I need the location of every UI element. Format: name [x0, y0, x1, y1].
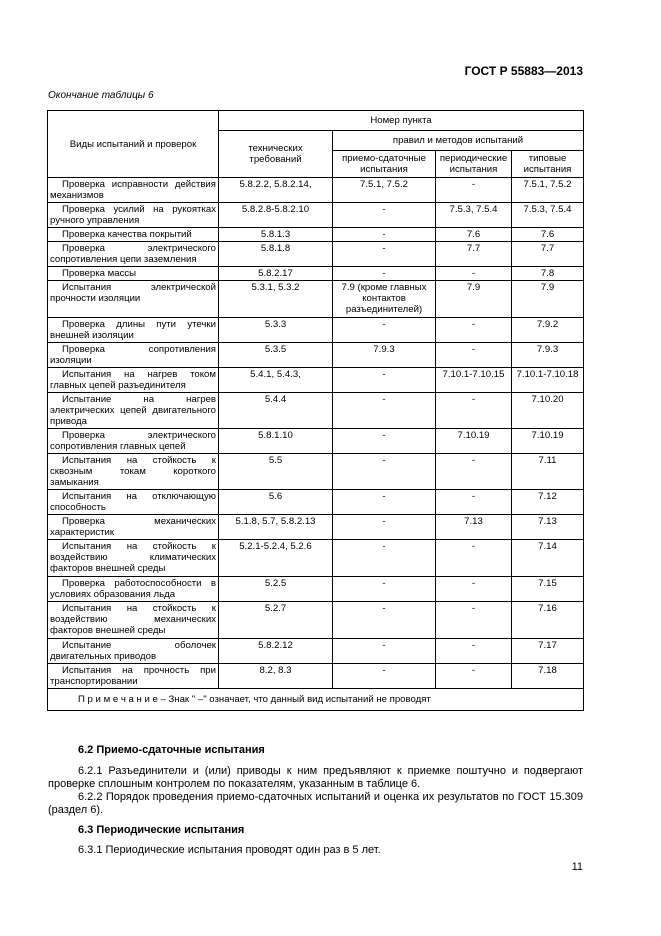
cell-tech-req: 5.2.5: [219, 577, 333, 602]
table-row: [48, 178, 584, 203]
cell-kind-text: Проверка механических характеристик: [50, 516, 216, 538]
cell-kind-text: Проверка качества покрытий: [62, 229, 192, 240]
cell-periodic: -: [436, 602, 512, 639]
cell-acceptance: -: [333, 577, 436, 602]
cell-periodic: 7.6: [436, 228, 512, 242]
cell-periodic: -: [436, 577, 512, 602]
cell-kind: [48, 429, 219, 454]
cell-tech-req: 5.2.7: [219, 602, 333, 639]
cell-kind-text: Испытания электрической прочности изоляции: [50, 282, 216, 304]
cell-type: 7.18: [512, 664, 584, 689]
table-body: [48, 178, 584, 689]
cell-kind-text: Проверка сопротивления изоляции: [50, 344, 216, 366]
cell-type: 7.17: [512, 639, 584, 664]
col-head-kinds: Виды испытаний и проверок: [48, 111, 219, 178]
cell-tech-req: 5.8.2.8-5.8.2.10: [219, 203, 333, 228]
table-row: [48, 393, 584, 429]
cell-periodic: -: [436, 490, 512, 515]
cell-acceptance: -: [333, 203, 436, 228]
cell-kind: [48, 242, 219, 267]
table-row: [48, 228, 584, 242]
paragraph-6-3-1-text: 6.3.1 Периодические испытания проводят один раз в 5 лет.: [78, 844, 381, 856]
cell-acceptance: 7.9.3: [333, 343, 436, 368]
cell-acceptance: -: [333, 515, 436, 540]
cell-kind-text: Проверка исправности действия механизмов: [50, 179, 216, 201]
table-row: [48, 664, 584, 689]
section-6-3-title: 6.3 Периодические испытания: [78, 824, 245, 836]
cell-kind: [48, 267, 219, 281]
cell-acceptance: -: [333, 368, 436, 393]
table-head: [48, 111, 584, 178]
cell-acceptance: -: [333, 318, 436, 343]
table-row: [48, 540, 584, 577]
cell-type: 7.6: [512, 228, 584, 242]
cell-kind: [48, 602, 219, 639]
cell-periodic: -: [436, 178, 512, 203]
cell-type: 7.13: [512, 515, 584, 540]
cell-kind: [48, 577, 219, 602]
cell-type: 7.7: [512, 242, 584, 267]
table-row: [48, 203, 584, 228]
col-head-number: Номер пункта: [219, 111, 584, 131]
cell-periodic: -: [436, 639, 512, 664]
cell-acceptance: 7.5.1, 7.5.2: [333, 178, 436, 203]
cell-periodic: 7.9: [436, 281, 512, 318]
table-row: [48, 318, 584, 343]
col-head-periodic: периодические испытания: [436, 151, 512, 178]
cell-kind: [48, 393, 219, 429]
cell-periodic: -: [436, 393, 512, 429]
cell-kind: [48, 664, 219, 689]
cell-kind: [48, 515, 219, 540]
paragraph-6-2-1-text: 6.2.1 Разъединители и (или) приводы к ним предъявляют к приемке поштучно и подвергают проверке сплошным контролем по показателям, указанным в таблице 6.: [48, 765, 583, 790]
col-head-acceptance: приемо-сдаточные испытания: [333, 151, 436, 178]
cell-kind-text: Испытания на нагрев током главных цепей разъединителя: [50, 369, 216, 391]
cell-periodic: -: [436, 267, 512, 281]
cell-kind-text: Проверка работоспособности в условиях образования льда: [50, 578, 216, 600]
cell-tech-req: 5.8.2.17: [219, 267, 333, 281]
cell-tech-req: 5.3.5: [219, 343, 333, 368]
paragraph-6-2-2: [48, 791, 583, 817]
cell-kind-text: Испытания на прочность при транспортировании: [50, 665, 216, 687]
page-number: 11: [571, 861, 583, 873]
table-row: [48, 429, 584, 454]
table-note: П р и м е ч а н и е – Знак " –" означает, что данный вид испытаний не проводят: [48, 689, 584, 711]
cell-kind: [48, 281, 219, 318]
cell-tech-req: 5.8.1.8: [219, 242, 333, 267]
cell-acceptance: -: [333, 490, 436, 515]
col-head-rules: правил и методов испытаний: [333, 131, 584, 151]
cell-type: 7.10.19: [512, 429, 584, 454]
cell-kind-text: Проверка электрического сопротивления главных цепей: [50, 430, 216, 452]
cell-acceptance: -: [333, 393, 436, 429]
cell-periodic: 7.13: [436, 515, 512, 540]
cell-kind: [48, 178, 219, 203]
section-6-2-title: 6.2 Приемо-сдаточные испытания: [78, 744, 265, 756]
cell-type: 7.5.3, 7.5.4: [512, 203, 584, 228]
cell-type: 7.5.1, 7.5.2: [512, 178, 584, 203]
cell-periodic: -: [436, 454, 512, 490]
cell-acceptance: -: [333, 242, 436, 267]
cell-kind: [48, 343, 219, 368]
cell-type: 7.10.1-7.10.18: [512, 368, 584, 393]
cell-periodic: 7.5.3, 7.5.4: [436, 203, 512, 228]
cell-tech-req: 5.4.1, 5.4.3,: [219, 368, 333, 393]
cell-type: 7.16: [512, 602, 584, 639]
cell-kind: [48, 540, 219, 577]
cell-kind: [48, 203, 219, 228]
table-row: [48, 515, 584, 540]
cell-tech-req: 5.3.1, 5.3.2: [219, 281, 333, 318]
table-row: [48, 281, 584, 318]
table-row: [48, 577, 584, 602]
table-row: [48, 267, 584, 281]
cell-kind-text: Проверка массы: [62, 268, 137, 279]
cell-tech-req: 8.2, 8.3: [219, 664, 333, 689]
cell-type: 7.8: [512, 267, 584, 281]
cell-type: 7.10.20: [512, 393, 584, 429]
cell-type: 7.11: [512, 454, 584, 490]
cell-tech-req: 5.3.3: [219, 318, 333, 343]
cell-type: 7.9.2: [512, 318, 584, 343]
cell-tech-req: 5.5: [219, 454, 333, 490]
cell-periodic: -: [436, 540, 512, 577]
cell-kind: [48, 490, 219, 515]
cell-acceptance: -: [333, 602, 436, 639]
cell-kind-text: Испытания на отключающую способность: [50, 491, 216, 513]
table-row: [48, 490, 584, 515]
cell-kind: [48, 368, 219, 393]
cell-periodic: -: [436, 318, 512, 343]
cell-kind-text: Испытание на нагрев электрических цепей двигательного привода: [50, 394, 216, 427]
cell-acceptance: -: [333, 228, 436, 242]
cell-tech-req: 5.8.1.10: [219, 429, 333, 454]
cell-type: 7.14: [512, 540, 584, 577]
table-row: [48, 242, 584, 267]
cell-kind: [48, 639, 219, 664]
cell-acceptance: -: [333, 664, 436, 689]
table-row: [48, 454, 584, 490]
cell-tech-req: 5.4.4: [219, 393, 333, 429]
table-row: [48, 639, 584, 664]
cell-acceptance: -: [333, 454, 436, 490]
cell-kind-text: Проверка электрического сопротивления цепи заземления: [50, 243, 216, 265]
cell-periodic: -: [436, 664, 512, 689]
paragraph-6-2-1: [48, 765, 583, 791]
cell-type: 7.9.3: [512, 343, 584, 368]
cell-kind: [48, 454, 219, 490]
cell-tech-req: 5.8.2.2, 5.8.2.14,: [219, 178, 333, 203]
paragraph-6-2-2-text: 6.2.2 Порядок проведения приемо-сдаточных испытаний и оценка их результатов по ГОСТ 15.309 (раздел 6).: [48, 791, 583, 816]
cell-tech-req: 5.6: [219, 490, 333, 515]
col-head-tech: технических требований: [219, 131, 333, 178]
paragraph-6-3-1: [48, 844, 583, 857]
table-row: [48, 368, 584, 393]
table-row: [48, 343, 584, 368]
cell-kind-text: Испытания на стойкость к воздействию механических факторов внешней среды: [50, 603, 216, 636]
cell-tech-req: 5.8.2.12: [219, 639, 333, 664]
cell-tech-req: 5.8.1.3: [219, 228, 333, 242]
cell-periodic: 7.10.19: [436, 429, 512, 454]
cell-periodic: 7.10.1-7.10.15: [436, 368, 512, 393]
cell-type: 7.12: [512, 490, 584, 515]
cell-acceptance: -: [333, 639, 436, 664]
document-header: ГОСТ Р 55883—2013: [464, 64, 583, 78]
cell-kind: [48, 228, 219, 242]
cell-kind-text: Испытания на стойкость к воздействию климатических факторов внешней среды: [50, 541, 216, 574]
cell-periodic: -: [436, 343, 512, 368]
cell-acceptance: -: [333, 540, 436, 577]
cell-kind-text: Проверка усилий на рукоятках ручного управления: [50, 204, 216, 226]
tests-table: [47, 110, 584, 711]
table-caption: Окончание таблицы 6: [48, 90, 154, 101]
cell-acceptance: 7.9 (кроме главных контактов разъединителей): [333, 281, 436, 318]
cell-tech-req: 5.2.1-5.2.4, 5.2.6: [219, 540, 333, 577]
cell-type: 7.15: [512, 577, 584, 602]
cell-periodic: 7.7: [436, 242, 512, 267]
cell-acceptance: -: [333, 267, 436, 281]
table-row: [48, 602, 584, 639]
cell-kind-text: Испытание оболочек двигательных приводов: [50, 640, 216, 662]
cell-kind-text: Испытания на стойкость к сквозным токам короткого замыкания: [50, 455, 216, 488]
col-head-type: типовые испытания: [512, 151, 584, 178]
cell-tech-req: 5.1.8, 5.7, 5.8.2.13: [219, 515, 333, 540]
cell-type: 7.9: [512, 281, 584, 318]
cell-kind: [48, 318, 219, 343]
cell-kind-text: Проверка длины пути утечки внешней изоляции: [50, 319, 216, 341]
cell-acceptance: -: [333, 429, 436, 454]
